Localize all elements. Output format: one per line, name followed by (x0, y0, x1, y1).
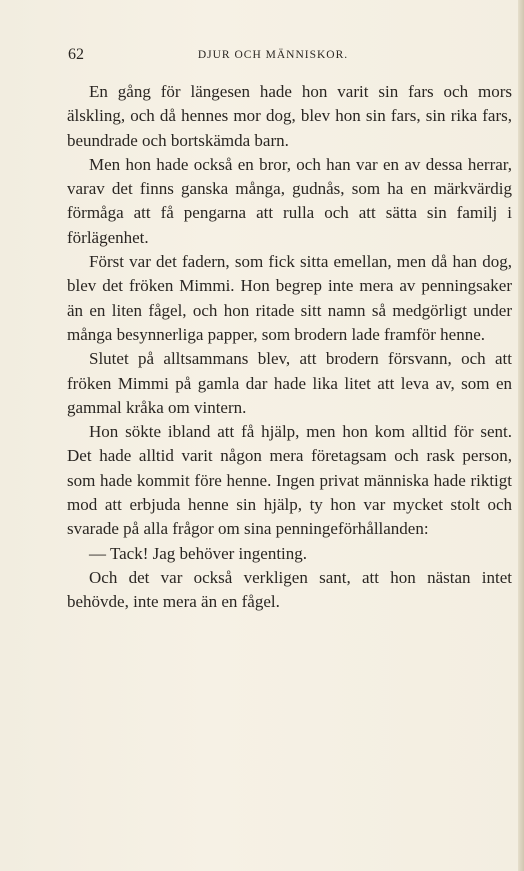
paragraph: Men hon hade också en bror, och han var en av dessa herrar, varav det finns ganska många, gudnås, som ha en märkvärdig förmåga att få pengarna att rulla och att sätta sin familj i förlägenhet. (67, 154, 512, 247)
page-number: 62 (68, 46, 84, 63)
body-text (67, 80, 512, 615)
paragraph: En gång för längesen hade hon varit sin fars och mors älskling, och då hennes mor dog, blev hon sin fars, sin rika fars, beundrade och bortskämda barn. (67, 82, 512, 150)
running-title: DJUR OCH MÄNNISKOR. (197, 49, 349, 61)
paragraph: Slutet på alltsammans blev, att brodern försvann, och att fröken Mimmi på gamla dar hade lika litet att leva av, som en gammal kråka om vintern. (67, 349, 512, 417)
paragraph: Och det var också verkligen sant, att hon nästan intet behövde, inte mera än en fågel. (67, 567, 512, 612)
paragraph: Hon sökte ibland att få hjälp, men hon kom alltid för sent. Det hade alltid varit någon mera företagsam och rask person, som hade kommit före henne. Ingen privat människa hade riktigt mod att erbjuda henne sin hjälp, ty hon var mycket stolt och svarade på alla frågor om sina penningeförhållanden: (67, 422, 512, 539)
paragraph: Först var det fadern, som fick sitta emellan, men då han dog, blev det fröken Mimmi. Hon begrep inte mera av penningsaker än en liten fågel, och hon ritade sitt namn så medgörligt under många besynnerliga papper, som brodern lade framför henne. (67, 252, 512, 344)
dialogue-line: — Tack! Jag behöver ingenting. (89, 543, 308, 563)
page-header (68, 46, 478, 66)
page-edge (518, 0, 524, 871)
